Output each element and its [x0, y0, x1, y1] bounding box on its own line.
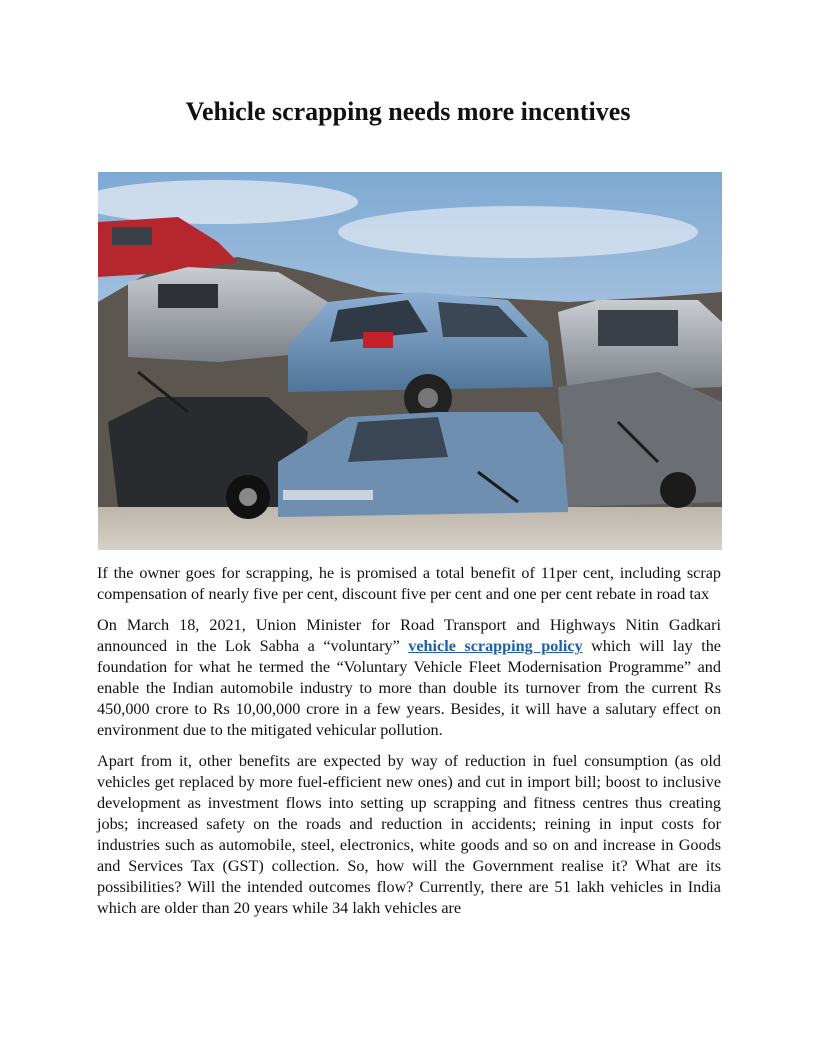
paragraph-3: Apart from it, other benefits are expected by way of reduction in fuel consumption (as old vehicles get replaced by more fuel-efficient new ones) and cut in import bill; boost to inclusive development as investment flows into setting up scrapping and fitness centres thus creating jobs; increased safety on the roads and reduction in accidents; reining in input costs for industries such as automobile, steel, electronics, white goods and so on and increase in Goods and Services Tax (GST) collection. So, how will the Government realise it? What are its possibilities? Will the intended outcomes flow? Currently, there are 51 lakh vehicles in India which are older than 20 years while 34 lakh vehicles are [97, 752, 721, 917]
paragraph-2-tail: which will lay the foundation for what he termed the “Voluntary Vehicle Fleet Modernisation Programme” and enable the Indian automobile industry to more than double its turnover from the current Rs 450,000 crore to Rs 10,00,000 crore in a few years. Besides, it will have a salutary effect on environment due to the mitigated vehicular pollution. [97, 637, 721, 739]
article-body [97, 563, 721, 929]
paragraph-2 [97, 615, 721, 741]
paragraph-1: If the owner goes for scrapping, he is promised a total benefit of 11per cent, including scrap compensation of nearly five per cent, discount five per cent and one per cent rebate in road tax [97, 564, 721, 603]
article-title: Vehicle scrapping needs more incentives [185, 97, 631, 126]
scrapyard-photo [98, 172, 722, 550]
vehicle-scrapping-policy-link[interactable]: vehicle scrapping policy [408, 637, 583, 655]
paragraph-2-lead: On March 18, 2021, Union Minister for Road Transport and Highways Nitin Gadkari announced in the Lok Sabha a “voluntary” [97, 616, 721, 655]
